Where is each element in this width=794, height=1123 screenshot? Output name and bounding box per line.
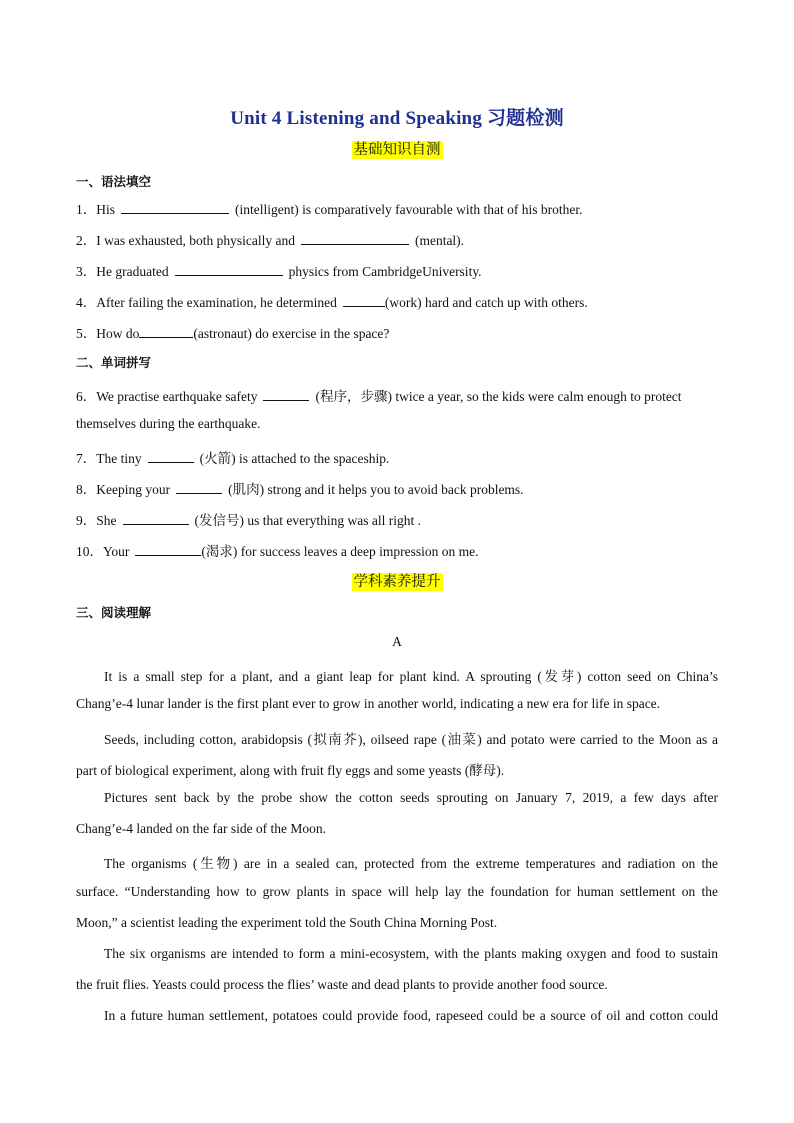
answer-blank[interactable] (176, 482, 222, 494)
section-banner-basic: 基础知识自测 (353, 142, 441, 158)
question-10: 10．Your (渴求) for success leaves a deep impression on me. (76, 544, 479, 559)
passage-line: Moon,” a scientist leading the experiment told the South China Morning Post. (76, 915, 498, 930)
section-heading-grammar: 一、语法填空 (76, 174, 152, 189)
section-banner-literacy: 学科素养提升 (353, 574, 441, 590)
passage-label: A (392, 634, 402, 649)
question-6-continued: themselves during the earthquake. (76, 416, 261, 431)
passage-line: Chang’e-4 landed on the far side of the Moon. (76, 821, 327, 836)
answer-blank[interactable] (123, 513, 189, 525)
section-heading-spelling: 二、单词拼写 (76, 355, 152, 370)
answer-blank[interactable] (135, 544, 201, 556)
passage-line: Seeds, including cotton, arabidopsis (拟南芥), oilseed rape (油菜) and potato were carried to the Moon as a (104, 732, 718, 747)
answer-blank[interactable] (121, 202, 229, 214)
question-1: 1．His (intelligent) is comparatively favourable with that of his brother. (76, 202, 583, 217)
passage-line: In a future human settlement, potatoes could provide food, rapeseed could be a source of oil and cotton could (104, 1008, 718, 1023)
passage-line: It is a small step for a plant, and a giant leap for plant kind. A sprouting (发芽) cotton seed on China’s (104, 669, 718, 684)
question-9: 9．She (发信号) us that everything was all right . (76, 513, 421, 528)
answer-blank[interactable] (139, 326, 193, 338)
passage-line: The organisms (生物) are in a sealed can, protected from the extreme temperatures and radiation on the (104, 856, 718, 871)
passage-line: the fruit flies. Yeasts could process the flies’ waste and dead plants to provide another food source. (76, 977, 608, 992)
question-3: 3．He graduated physics from CambridgeUniversity. (76, 264, 482, 279)
answer-blank[interactable] (301, 233, 409, 245)
question-7: 7．The tiny (火箭) is attached to the spaceship. (76, 451, 390, 466)
question-2: 2．I was exhausted, both physically and (mental). (76, 233, 465, 248)
page-title: Unit 4 Listening and Speaking 习题检测 (230, 108, 564, 129)
passage-line: part of biological experiment, along with fruit fly eggs and some yeasts (酵母). (76, 763, 505, 778)
passage-line: The six organisms are intended to form a mini-ecosystem, with the plants making oxygen and food to sustain (104, 946, 718, 961)
question-6: 6．We practise earthquake safety (程序，步骤) twice a year, so the kids were calm enough to protect (76, 389, 682, 404)
answer-blank[interactable] (148, 451, 194, 463)
passage-line: surface. “Understanding how to grow plants in space will help lay the foundation for human settlement on the (76, 884, 718, 899)
question-8: 8．Keeping your (肌肉) strong and it helps you to avoid back problems. (76, 482, 524, 497)
passage-line: Chang’e-4 lunar lander is the first plant ever to grow in another world, indicating a new era for life in space. (76, 696, 661, 711)
answer-blank[interactable] (343, 295, 385, 307)
section-heading-reading: 三、阅读理解 (76, 605, 152, 620)
answer-blank[interactable] (263, 389, 309, 401)
passage-line: Pictures sent back by the probe show the cotton seeds sprouting on January 7, 2019, a few days after (104, 790, 718, 805)
question-5: 5．How do (astronaut) do exercise in the space? (76, 326, 390, 341)
answer-blank[interactable] (175, 264, 283, 276)
question-4: 4．After failing the examination, he determined (work) hard and catch up with others. (76, 295, 588, 310)
